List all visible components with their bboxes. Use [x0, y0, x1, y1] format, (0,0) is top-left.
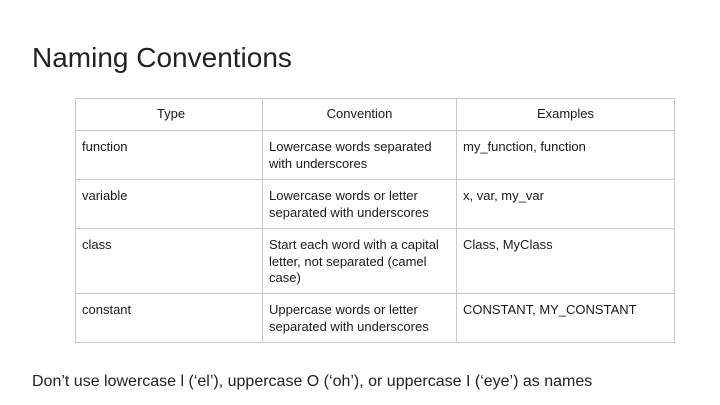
cell-convention: Start each word with a capital letter, not separated (camel case)	[263, 229, 457, 294]
footer-note: Don’t use lowercase l (‘el’), uppercase O (‘oh’), or uppercase I (‘eye’) as names	[32, 373, 593, 390]
cell-examples: x, var, my_var	[457, 180, 675, 229]
cell-examples: CONSTANT, MY_CONSTANT	[457, 294, 675, 343]
table-header-row	[76, 99, 675, 131]
cell-convention: Lowercase words separated with underscores	[263, 131, 457, 180]
table-row	[76, 294, 675, 343]
table-row	[76, 131, 675, 180]
table-row	[76, 229, 675, 294]
slide-title: Naming Conventions	[32, 42, 292, 73]
header-type: Type	[76, 99, 263, 131]
cell-convention: Lowercase words or letter separated with underscores	[263, 180, 457, 229]
cell-type: class	[76, 229, 263, 294]
header-convention: Convention	[263, 99, 457, 131]
cell-convention: Uppercase words or letter separated with underscores	[263, 294, 457, 343]
cell-examples: my_function, function	[457, 131, 675, 180]
cell-examples: Class, MyClass	[457, 229, 675, 294]
header-examples: Examples	[457, 99, 675, 131]
naming-conventions-table	[75, 98, 675, 343]
cell-type: variable	[76, 180, 263, 229]
table-row	[76, 180, 675, 229]
cell-type: constant	[76, 294, 263, 343]
cell-type: function	[76, 131, 263, 180]
